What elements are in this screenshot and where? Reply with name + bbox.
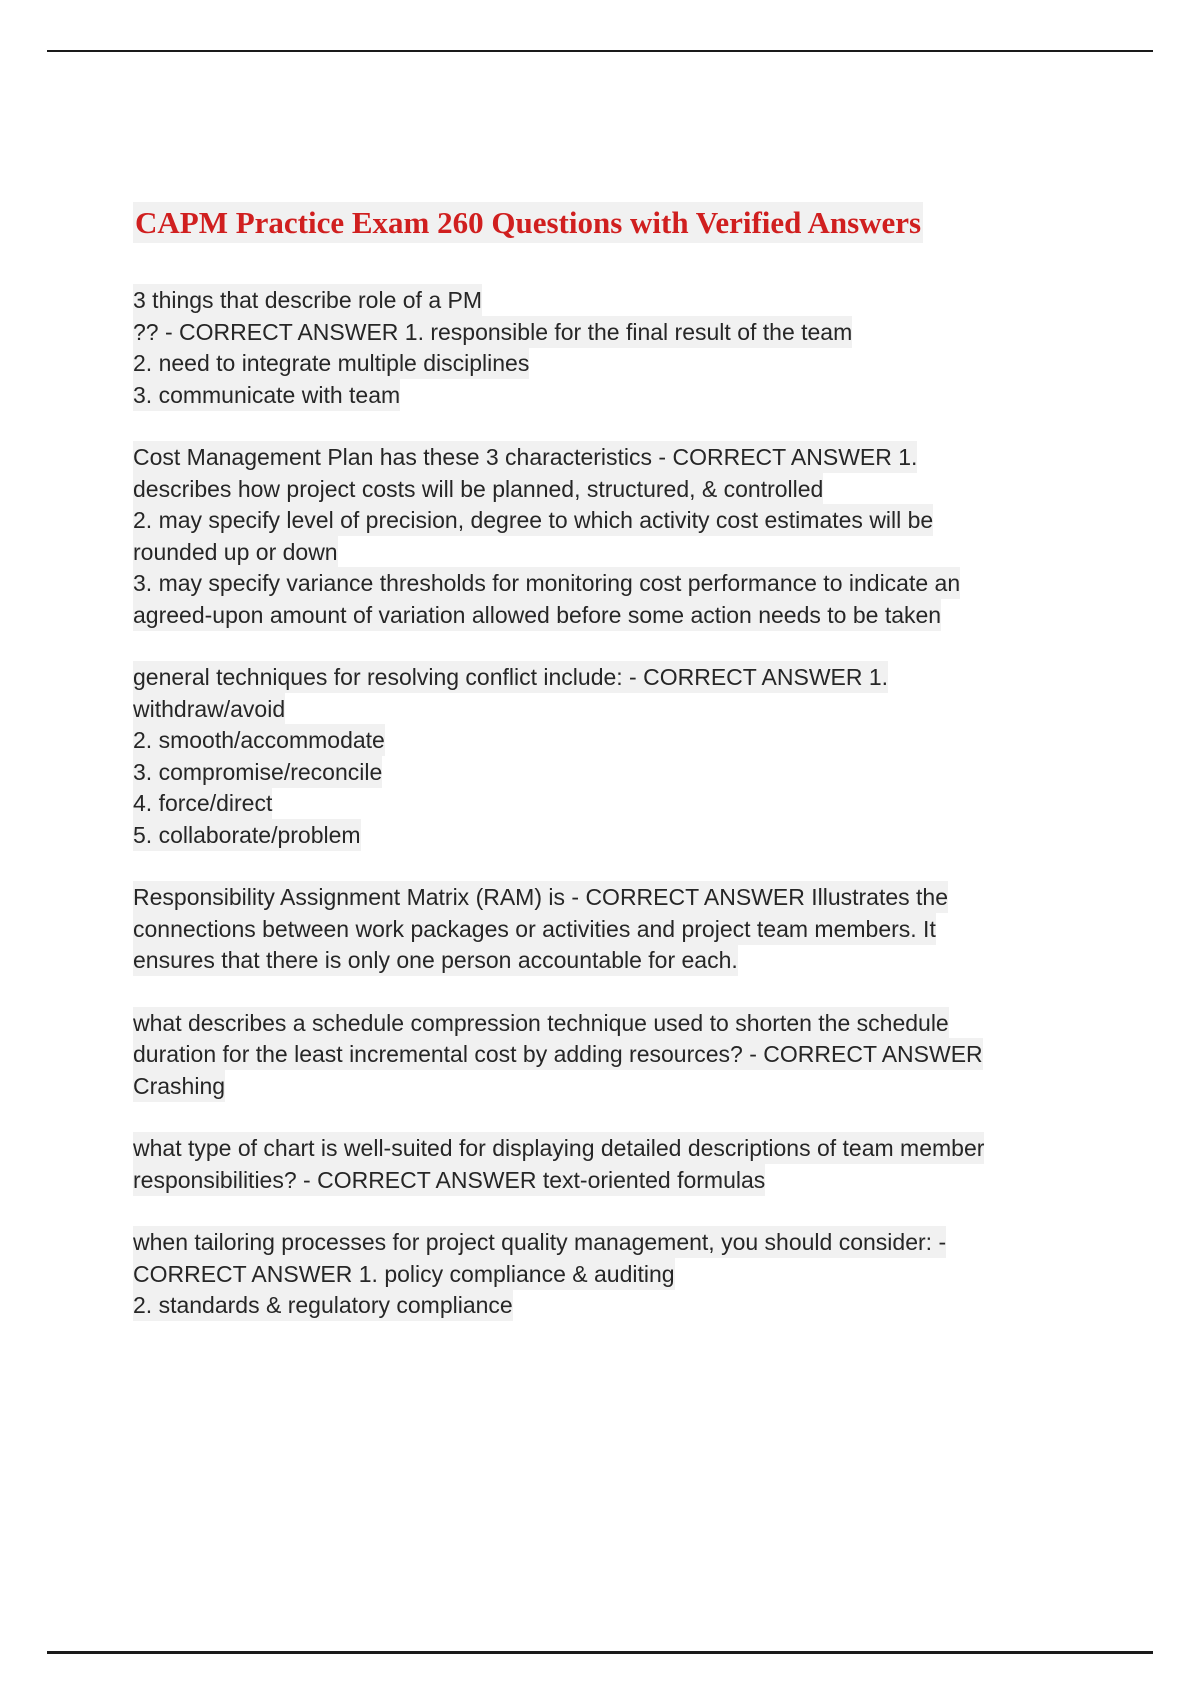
bottom-rule bbox=[47, 1651, 1153, 1654]
qa-line: 2. may specify level of precision, degree to which activity cost estimates will be rounded up or down bbox=[133, 505, 1005, 568]
qa-line: what describes a schedule compression technique used to shorten the schedule duration for the least incremental cost by adding resources? - CORRECT ANSWER Crashing bbox=[133, 1008, 1005, 1103]
qa-line: 2. smooth/accommodate bbox=[133, 725, 1005, 757]
qa-block-cost-management-plan bbox=[133, 442, 1005, 631]
qa-line: ?? - CORRECT ANSWER 1. responsible for the final result of the team bbox=[133, 317, 1005, 349]
page-title-text: CAPM Practice Exam 260 Questions with Verified Answers bbox=[133, 202, 923, 243]
qa-line: 5. collaborate/problem bbox=[133, 820, 1005, 852]
qa-line: 4. force/direct bbox=[133, 788, 1005, 820]
qa-line: Cost Management Plan has these 3 characteristics - CORRECT ANSWER 1. describes how project costs will be planned, structured, & controlled bbox=[133, 442, 1005, 505]
qa-block-chart-type bbox=[133, 1133, 1005, 1196]
qa-block-quality-tailoring bbox=[133, 1227, 1005, 1322]
qa-block-role-of-pm bbox=[133, 285, 1005, 411]
qa-line: 2. need to integrate multiple disciplines bbox=[133, 348, 1005, 380]
qa-line: general techniques for resolving conflict include: - CORRECT ANSWER 1. withdraw/avoid bbox=[133, 662, 1005, 725]
qa-line: 3. compromise/reconcile bbox=[133, 757, 1005, 789]
document-content bbox=[133, 203, 1005, 1322]
qa-line: Responsibility Assignment Matrix (RAM) is - CORRECT ANSWER Illustrates the connections between work packages or activities and project team members. It ensures that there is only one person accountable for each. bbox=[133, 882, 1005, 977]
qa-line: 3. may specify variance thresholds for monitoring cost performance to indicate an agreed-upon amount of variation allowed before some action needs to be taken bbox=[133, 568, 1005, 631]
qa-block-ram bbox=[133, 882, 1005, 977]
qa-block-crashing bbox=[133, 1008, 1005, 1103]
qa-line: 2. standards & regulatory compliance bbox=[133, 1290, 1005, 1322]
qa-line: 3 things that describe role of a PM bbox=[133, 285, 1005, 317]
qa-line: when tailoring processes for project quality management, you should consider: - CORRECT ANSWER 1. policy compliance & auditing bbox=[133, 1227, 1005, 1290]
top-rule bbox=[47, 50, 1153, 52]
page-title bbox=[133, 203, 1005, 243]
qa-block-conflict-resolution bbox=[133, 662, 1005, 851]
qa-line: 3. communicate with team bbox=[133, 380, 1005, 412]
qa-line: what type of chart is well-suited for displaying detailed descriptions of team member responsibilities? - CORRECT ANSWER text-oriented formulas bbox=[133, 1133, 1005, 1196]
